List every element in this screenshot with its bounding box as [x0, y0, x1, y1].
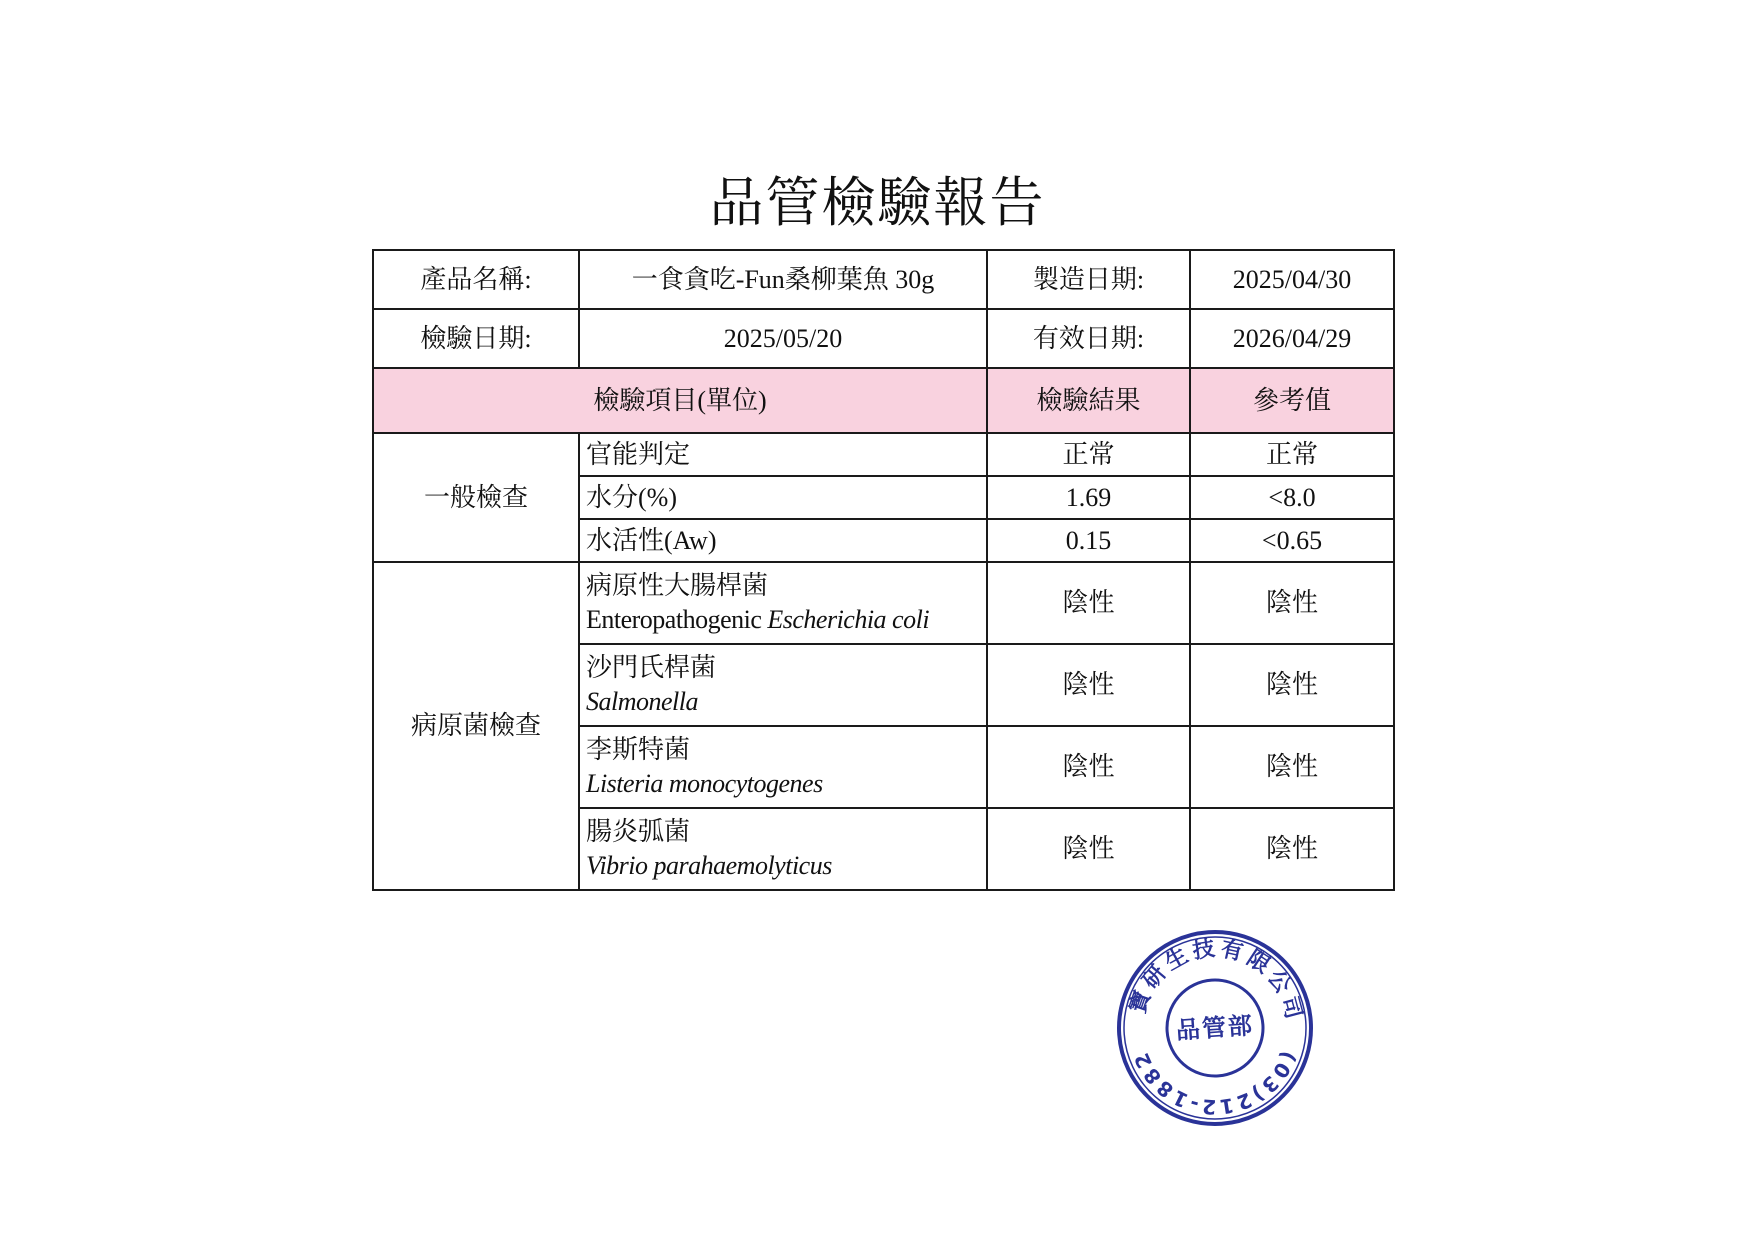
test-item: [579, 808, 987, 890]
test-item: 官能判定: [579, 433, 987, 476]
test-result: 正常: [987, 433, 1190, 476]
expiry-date-value: 2026/04/29: [1190, 309, 1394, 368]
reference-value: 正常: [1190, 433, 1394, 476]
test-result: 陰性: [987, 644, 1190, 726]
test-date-value: 2025/05/20: [579, 309, 987, 368]
table-header-row: [373, 368, 1394, 433]
test-item: [579, 726, 987, 808]
test-item: 水活性(Aw): [579, 519, 987, 562]
reference-value: 陰性: [1190, 726, 1394, 808]
test-item: [579, 644, 987, 726]
test-result: 1.69: [987, 476, 1190, 519]
product-name-value: 一食貪吃-Fun桑柳葉魚 30g: [579, 250, 987, 309]
reference-value: <0.65: [1190, 519, 1394, 562]
test-result: 0.15: [987, 519, 1190, 562]
reference-value: 陰性: [1190, 808, 1394, 890]
test-item: [579, 562, 987, 644]
test-item-scientific-name: Escherichia coli: [767, 605, 930, 634]
info-row-dates: [373, 309, 1394, 368]
header-test-result: 檢驗結果: [987, 368, 1190, 433]
expiry-date-label: 有效日期:: [987, 309, 1190, 368]
test-item: 水分(%): [579, 476, 987, 519]
inspection-table: [372, 249, 1395, 891]
stamp-company-name-path: 寶研生技有限公司: [1125, 936, 1306, 1022]
report-title: 品管檢驗報告: [709, 171, 1046, 234]
test-item-english: [586, 603, 986, 637]
test-item-chinese: 李斯特菌: [586, 735, 691, 764]
test-item-english-prefix: Enteropathogenic: [586, 605, 762, 634]
table-row: [373, 433, 1394, 476]
manufacture-date-value: 2025/04/30: [1190, 250, 1394, 309]
test-item-chinese: 病原性大腸桿菌: [586, 571, 769, 600]
reference-value: <8.0: [1190, 476, 1394, 519]
test-item-scientific-name: Vibrio parahaemolyticus: [586, 851, 832, 880]
test-date-label: 檢驗日期:: [373, 309, 579, 368]
reference-value: 陰性: [1190, 644, 1394, 726]
pathogen-category: 病原菌檢查: [373, 562, 579, 890]
product-name-label: 產品名稱:: [373, 250, 579, 309]
reference-value: 陰性: [1190, 562, 1394, 644]
company-seal-stamp: [1115, 928, 1315, 1128]
manufacture-date-label: 製造日期:: [987, 250, 1190, 309]
info-row-product: [373, 250, 1394, 309]
stamp-department: 品管部: [1175, 1011, 1255, 1045]
test-result: 陰性: [987, 562, 1190, 644]
test-result: 陰性: [987, 808, 1190, 890]
general-category: 一般檢查: [373, 433, 579, 562]
table-row: [373, 562, 1394, 644]
test-item-chinese: 腸炎弧菌: [586, 817, 691, 846]
test-item-chinese: 沙門氏桿菌: [586, 653, 717, 682]
header-test-item: 檢驗項目(單位): [373, 368, 987, 433]
header-reference-value: 參考值: [1190, 368, 1394, 433]
stamp-phone: [1129, 1039, 1306, 1125]
stamp-phone-path: (03)212-1882: [1129, 1047, 1302, 1120]
test-item-scientific-name: Listeria monocytogenes: [586, 769, 823, 798]
test-result: 陰性: [987, 726, 1190, 808]
test-item-scientific-name: Salmonella: [586, 687, 698, 716]
